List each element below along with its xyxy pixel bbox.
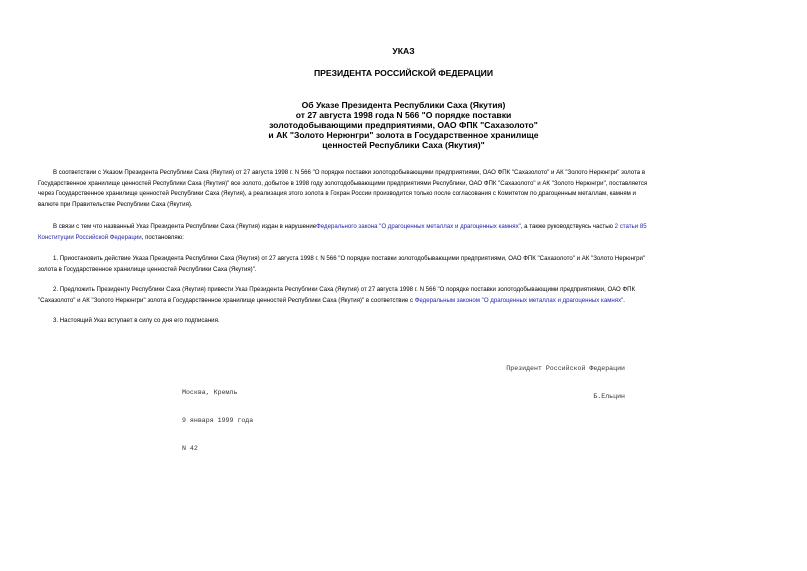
signing-place: Москва, Кремль (182, 389, 238, 397)
paragraph-line: В соответствии с Указом Президента Республики Саха (Якутия) от 27 августа 1998 г. N 566 "О порядке поставки золотодобывающими предприятиями, ОАО ФПК "Сахазолото" и АК "Золото Нерюнгри" золота в (53, 169, 646, 176)
paragraph-text: "Сахазолото" и АК "Золото Нерюнгри" золота в Государственное хранилище ценностей Республики Саха (Якутия)" в соответствие с (38, 296, 415, 304)
paragraph-line: валюте при Правительстве Республики Саха (Якутия). (38, 200, 193, 208)
paragraph-line: золота в Государственное хранилище ценностей Республики Саха (Якутия)". (38, 265, 257, 273)
paragraph-reason (38, 222, 770, 243)
constitution-link[interactable]: Конституции Российской Федерации (38, 233, 142, 241)
paragraph-item-3 (38, 316, 770, 327)
document-title: УКАЗ (392, 46, 415, 56)
document-name-line: золотодобывающими предприятиями, ОАО ФПК "Сахазолото" (269, 120, 538, 130)
document-number: N 42 (182, 444, 198, 452)
document-issuer: ПРЕЗИДЕНТА РОССИЙСКОЙ ФЕДЕРАЦИИ (313, 68, 494, 78)
paragraph-line: 1. Приостановить действие Указа Президента Республики Саха (Якутия) от 27 августа 1998 г. N 566 "О порядке поставки золотодобывающими предприятиями, ОАО ФПК "Сахазолото" и АК "Золото Нерюнгри" (53, 255, 646, 262)
paragraph-text: . (623, 296, 625, 304)
signing-date: 9 января 1999 года (182, 417, 254, 425)
paragraph-line: 2. Предложить Президенту Республики Саха (Якутия) привести Указ Президента Республики Саха (Якутия) от 27 августа 1998 г. N 566 "О порядке поставки золотодобывающими предприятиями, ОАО ФПК (53, 286, 636, 293)
document-name-line: Об Указе Президента Республики Саха (Якутия) (301, 100, 506, 110)
signature-position: Президент Российской Федерации (506, 365, 625, 373)
signature-name: Б.Ельцин (593, 393, 625, 401)
signature-block (500, 346, 625, 420)
document-name-line: от 27 августа 1998 года N 566 "О порядке поставки (295, 110, 512, 120)
paragraph-text: , а также руководствуясь частью (520, 223, 615, 230)
paragraph-text: В связи с тем что названный Указ Президента Республики Саха (Якутия) издан в нарушение (53, 223, 317, 230)
place-date-block (182, 370, 253, 471)
paragraph-line: Государственное хранилище ценностей Республики Саха (Якутия)" все золото, добытое в 1998 году золотодобывающими предприятиями Республики, ОАО ФПК "Сахазолото" и АК "Золото Нерюнгри", поставляется (38, 179, 648, 187)
federal-law-link[interactable]: Федерального закона "О драгоценных металлах и драгоценных камнях" (316, 223, 521, 230)
paragraph-item-2 (38, 285, 770, 306)
federal-law-link-2[interactable]: Федеральным законом "О драгоценных металлах и драгоценных камнях" (414, 296, 624, 304)
paragraph-line (38, 222, 770, 233)
paragraph-text: , постановляю: (141, 233, 184, 241)
paragraph-line: 3. Настоящий Указ вступает в силу со дня его подписания. (53, 317, 220, 324)
paragraph-line (38, 296, 770, 307)
article-85-link[interactable]: 2 статьи 85 (614, 223, 647, 230)
paragraph-item-1 (38, 254, 770, 275)
document-name-line: ценностей Республики Саха (Якутия)" (322, 140, 485, 150)
paragraph-line (38, 233, 770, 244)
document-name-line: и АК "Золото Нерюнгри" золота в Государственное хранилище (268, 130, 539, 140)
paragraph-line: через Государственное хранилище ценностей Республики Саха (Якутия), а реализация этого золота в Гохран России производится только после согласования с Комитетом по драгоценным металлам, камням и (38, 190, 636, 198)
paragraph-preamble (38, 168, 770, 210)
